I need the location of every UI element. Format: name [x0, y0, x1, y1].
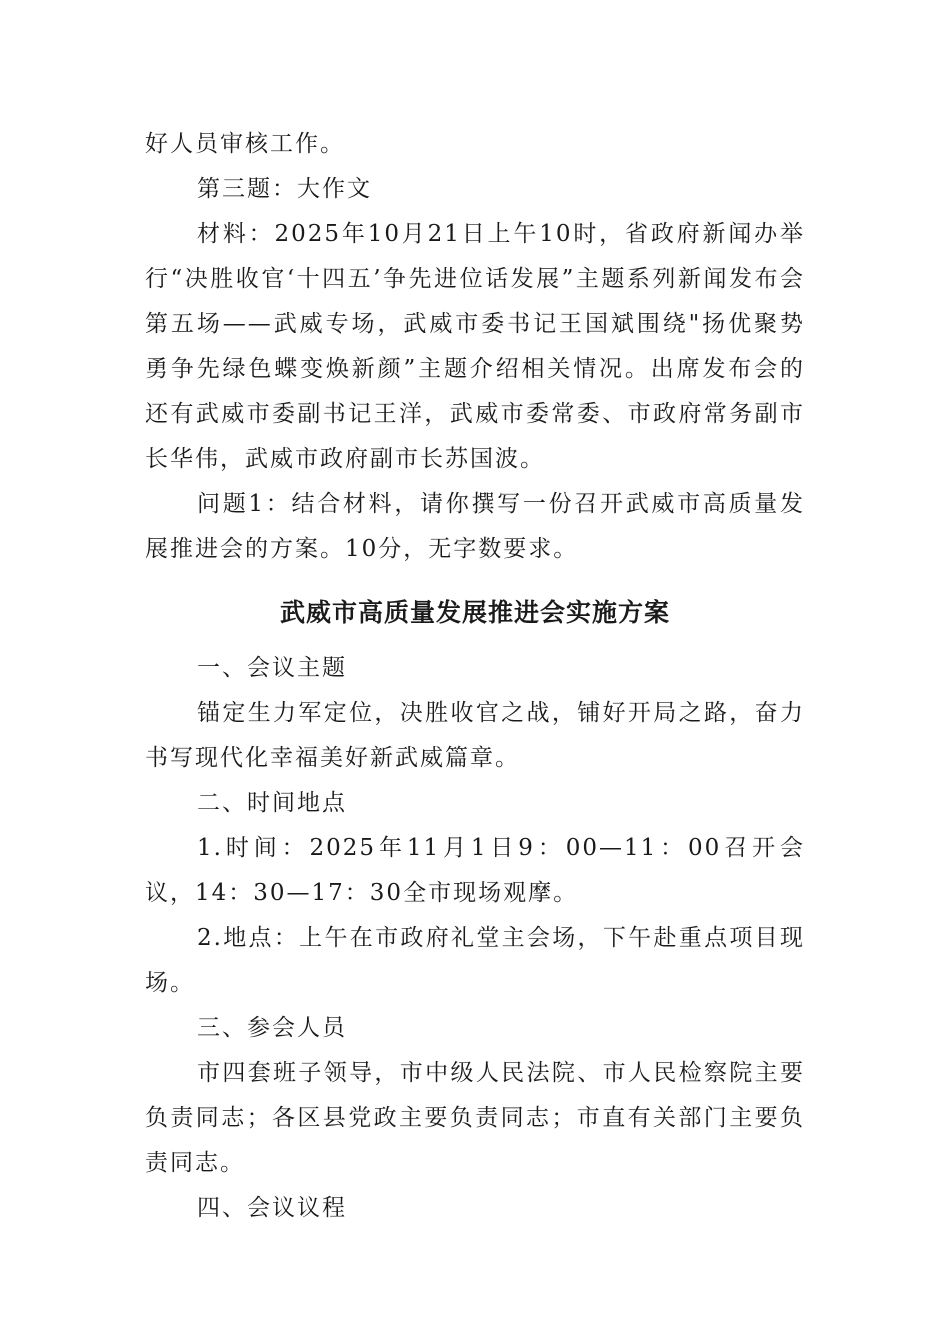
document-body [145, 122, 805, 1231]
section-heading-theme: 一、会议主题 [197, 655, 347, 681]
paragraph-1: 好人员审核工作。 [145, 131, 345, 157]
document-title: 武威市高质量发展推进会实施方案 [279, 598, 670, 627]
time-paragraph: 1.时间：2025年11月1日9：00—11：00召开会议，14：30—17：30全市现场观摩。 [145, 835, 805, 906]
section-heading-attendees: 三、参会人员 [197, 1015, 347, 1041]
place-paragraph: 2.地点：上午在市政府礼堂主会场，下午赴重点项目现场。 [145, 925, 805, 996]
question-heading: 第三题：大作文 [197, 176, 372, 202]
attendees-paragraph: 市四套班子领导，市中级人民法院、市人民检察院主要负责同志；各区县党政主要负责同志；市直有关部门主要负责同志。 [145, 1060, 805, 1176]
material-paragraph: 材料：2025年10月21日上午10时，省政府新闻办举行“决胜收官‘十四五’争先进位话发展”主题系列新闻发布会第五场——武威专场，武威市委书记王国斌围绕"扬优聚势勇争先绿色蝶变焕新颜”主题介绍相关情况。出席发布会的还有武威市委副书记王洋，武威市委常委、市政府常务副市长华伟，武威市政府副市长苏国波。 [145, 221, 805, 472]
question-paragraph: 问题1：结合材料，请你撰写一份召开武威市高质量发展推进会的方案。10分，无字数要求。 [145, 491, 805, 562]
section-heading-agenda: 四、会议议程 [197, 1195, 347, 1221]
theme-paragraph: 锚定生力军定位，决胜收官之战，铺好开局之路，奋力书写现代化幸福美好新武威篇章。 [145, 700, 805, 771]
section-heading-time-place: 二、时间地点 [197, 790, 347, 816]
